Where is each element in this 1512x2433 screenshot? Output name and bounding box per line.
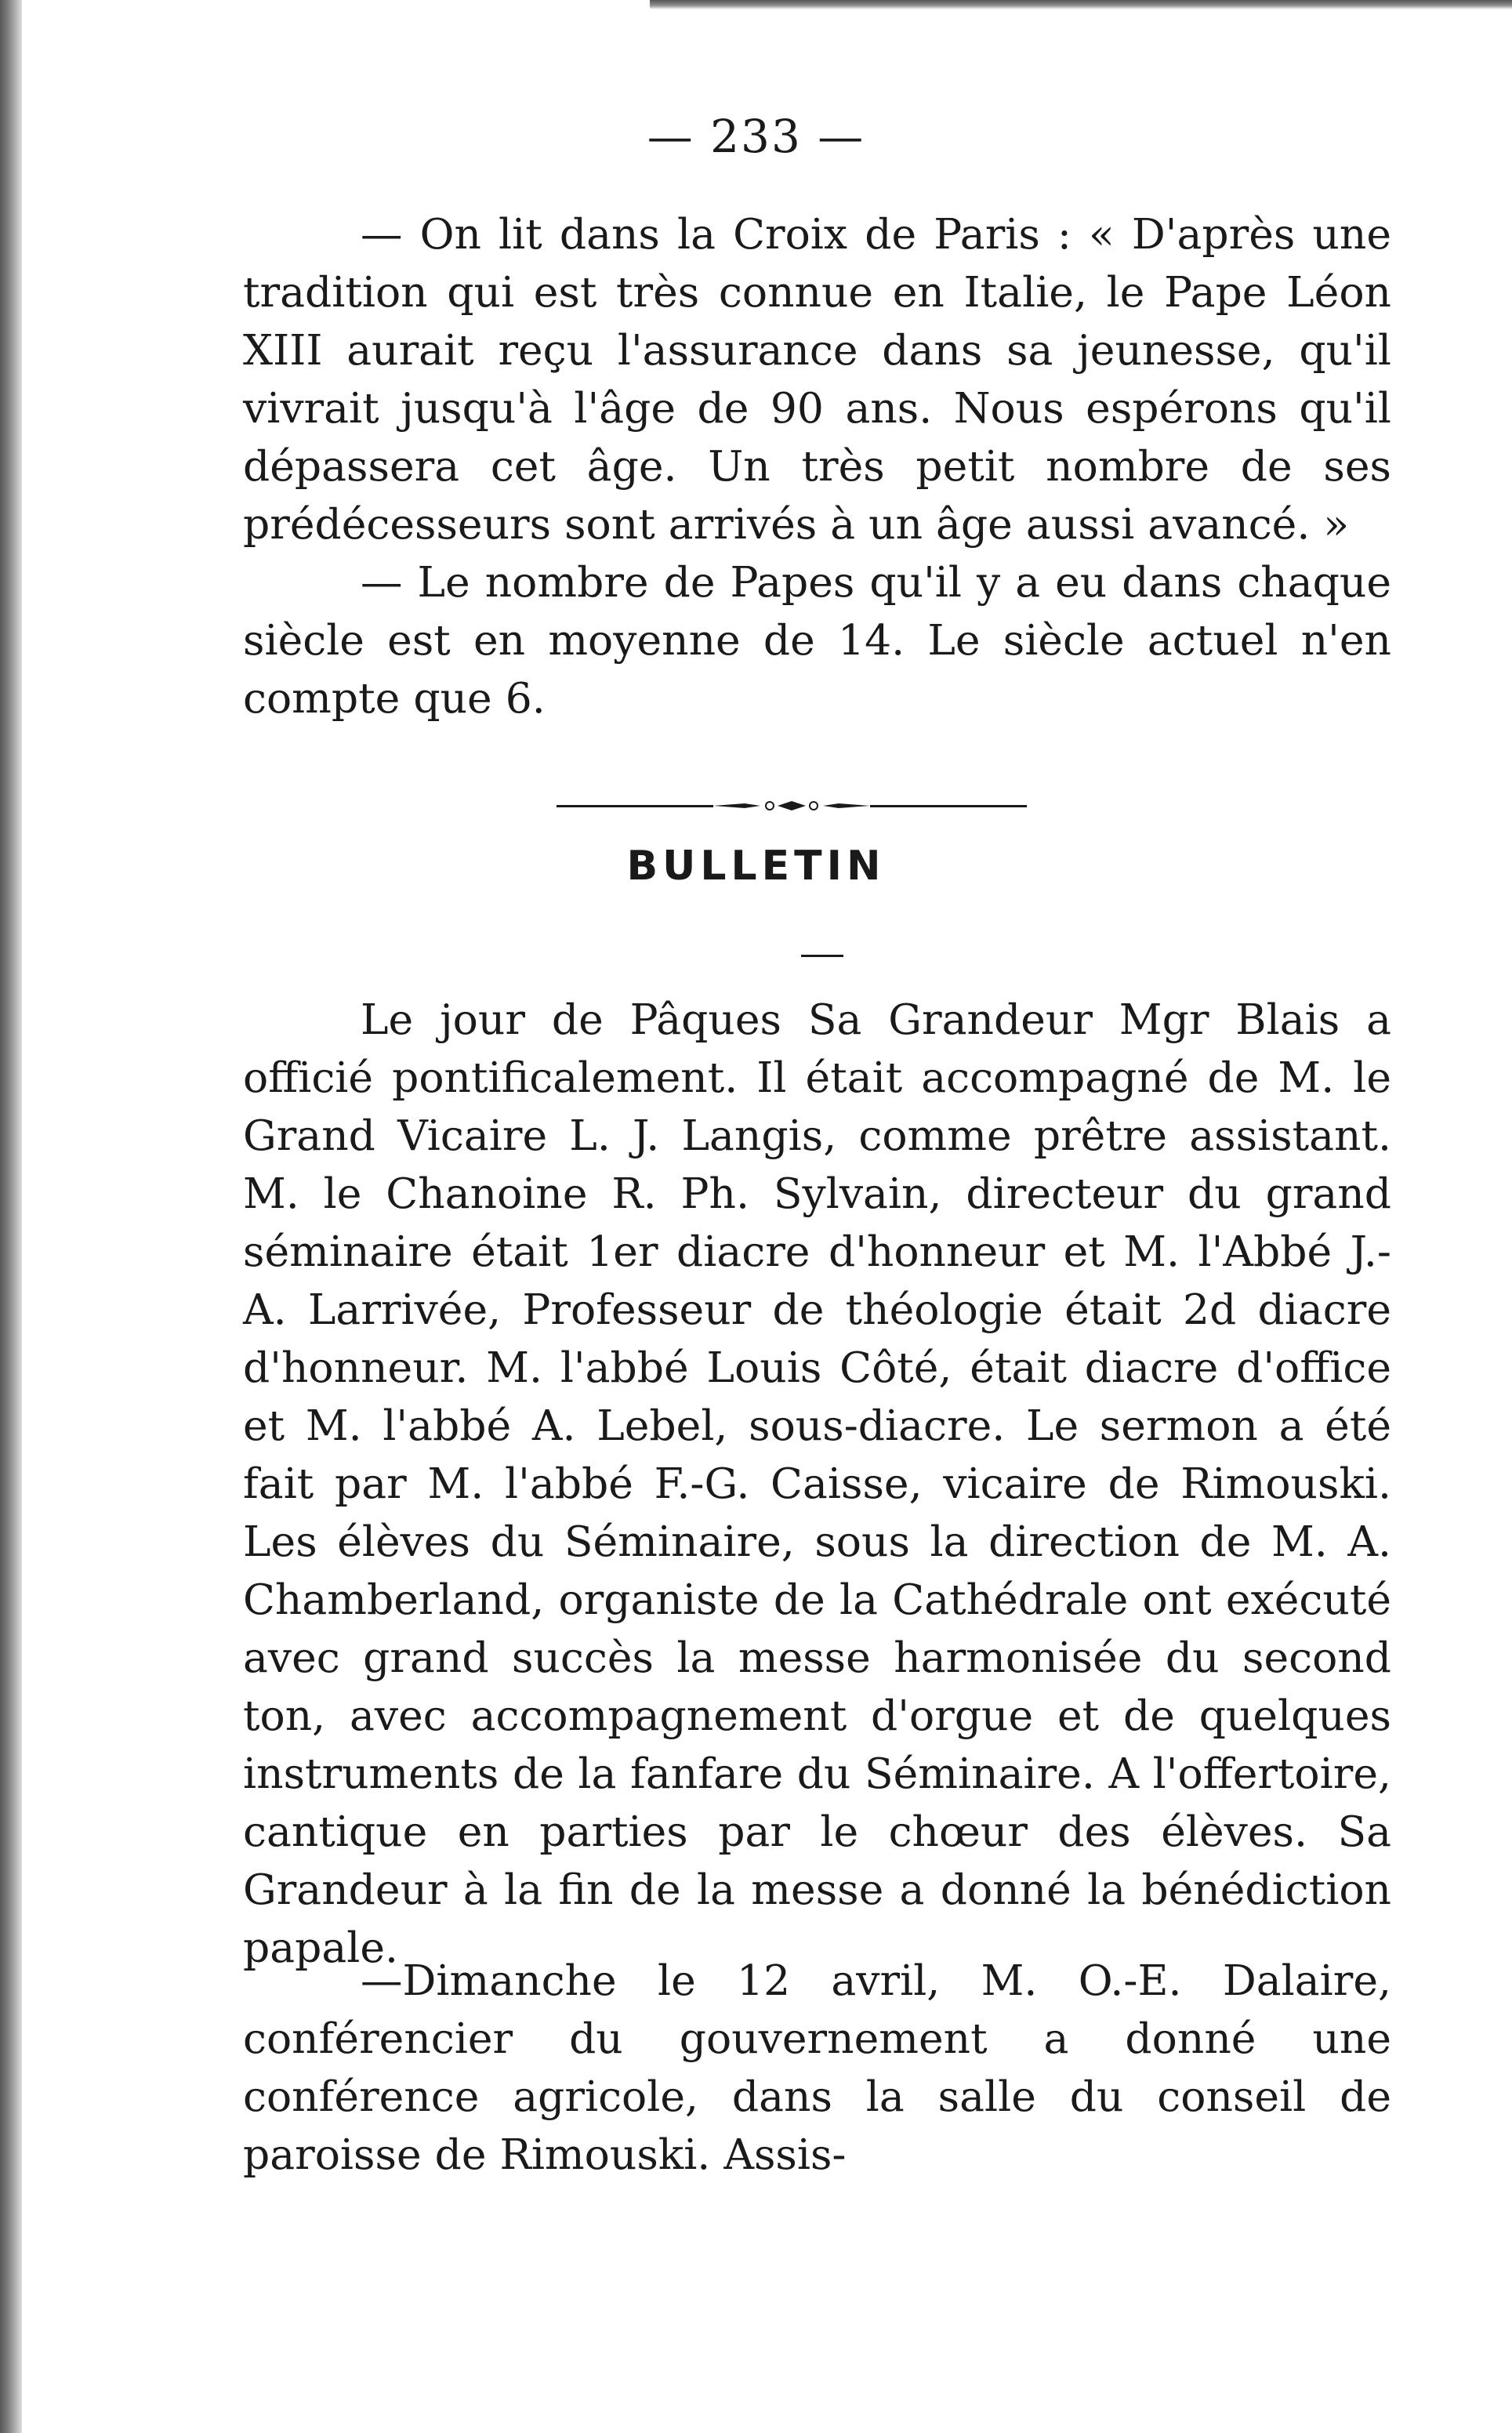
separator-line-left (557, 805, 713, 807)
bulletin-paragraph (243, 1952, 1391, 2184)
paragraph-text: — On lit dans la Croix de Paris : « D'après une tradition qui est très connue en Italie, le Pape Léon XIII aurait reçu l'assurance dans sa jeunesse, qu'il vivrait jusqu'à l'âge de 90 ans. Nous espérons qu'il dépassera cet âge. Un très petit nombre de ses prédécesseurs sont arrivés à un âge aussi avancé. » (243, 209, 1391, 549)
ornamental-separator (557, 800, 1027, 812)
separator-line-right (870, 805, 1027, 807)
news-paragraph (243, 205, 1391, 553)
bulletin-paragraph (243, 991, 1391, 1977)
page-number: — 233 — (647, 110, 865, 163)
section-title: BULLETIN (626, 843, 886, 890)
paragraph-text: —Dimanche le 12 avril, M. O.-E. Dalaire, conférencier du gouvernement a donné une conférence agricole, dans la salle du conseil de paroisse de Rimouski. Assis- (243, 1956, 1391, 2179)
ornament-icon (713, 800, 870, 812)
paragraph-text: — Le nombre de Papes qu'il y a eu dans chaque siècle est en moyenne de 14. Le siècle actuel n'en compte que 6. (243, 557, 1391, 723)
scan-edge-left (0, 0, 22, 2433)
paragraph-text: Le jour de Pâques Sa Grandeur Mgr Blais a officié pontificalement. Il était accompagné de M. le Grand Vicaire L. J. Langis, comme prêtre assistant. M. le Chanoine R. Ph. Sylvain, directeur du grand séminaire était 1er diacre d'honneur et M. l'Abbé J.-A. Larrivée, Professeur de théologie était 2d diacre d'honneur. M. l'abbé Louis Côté, était diacre d'office et M. l'abbé A. Lebel, sous-diacre. Le sermon a été fait par M. l'abbé F.-G. Caisse, vicaire de Rimouski. Les élèves du Séminaire, sous la direction de M. A. Chamberland, organiste de la Cathédrale ont exécuté avec grand succès la messe harmonisée du second ton, avec accompagnement d'orgue et de quelques instruments de la fanfare du Séminaire. A l'offertoire, cantique en parties par le chœur des élèves. Sa Grandeur à la fin de la messe a donné la bénédiction papale. (243, 995, 1391, 1972)
news-paragraph (243, 553, 1391, 727)
title-underline (801, 955, 843, 957)
scan-edge-top (650, 0, 1512, 9)
